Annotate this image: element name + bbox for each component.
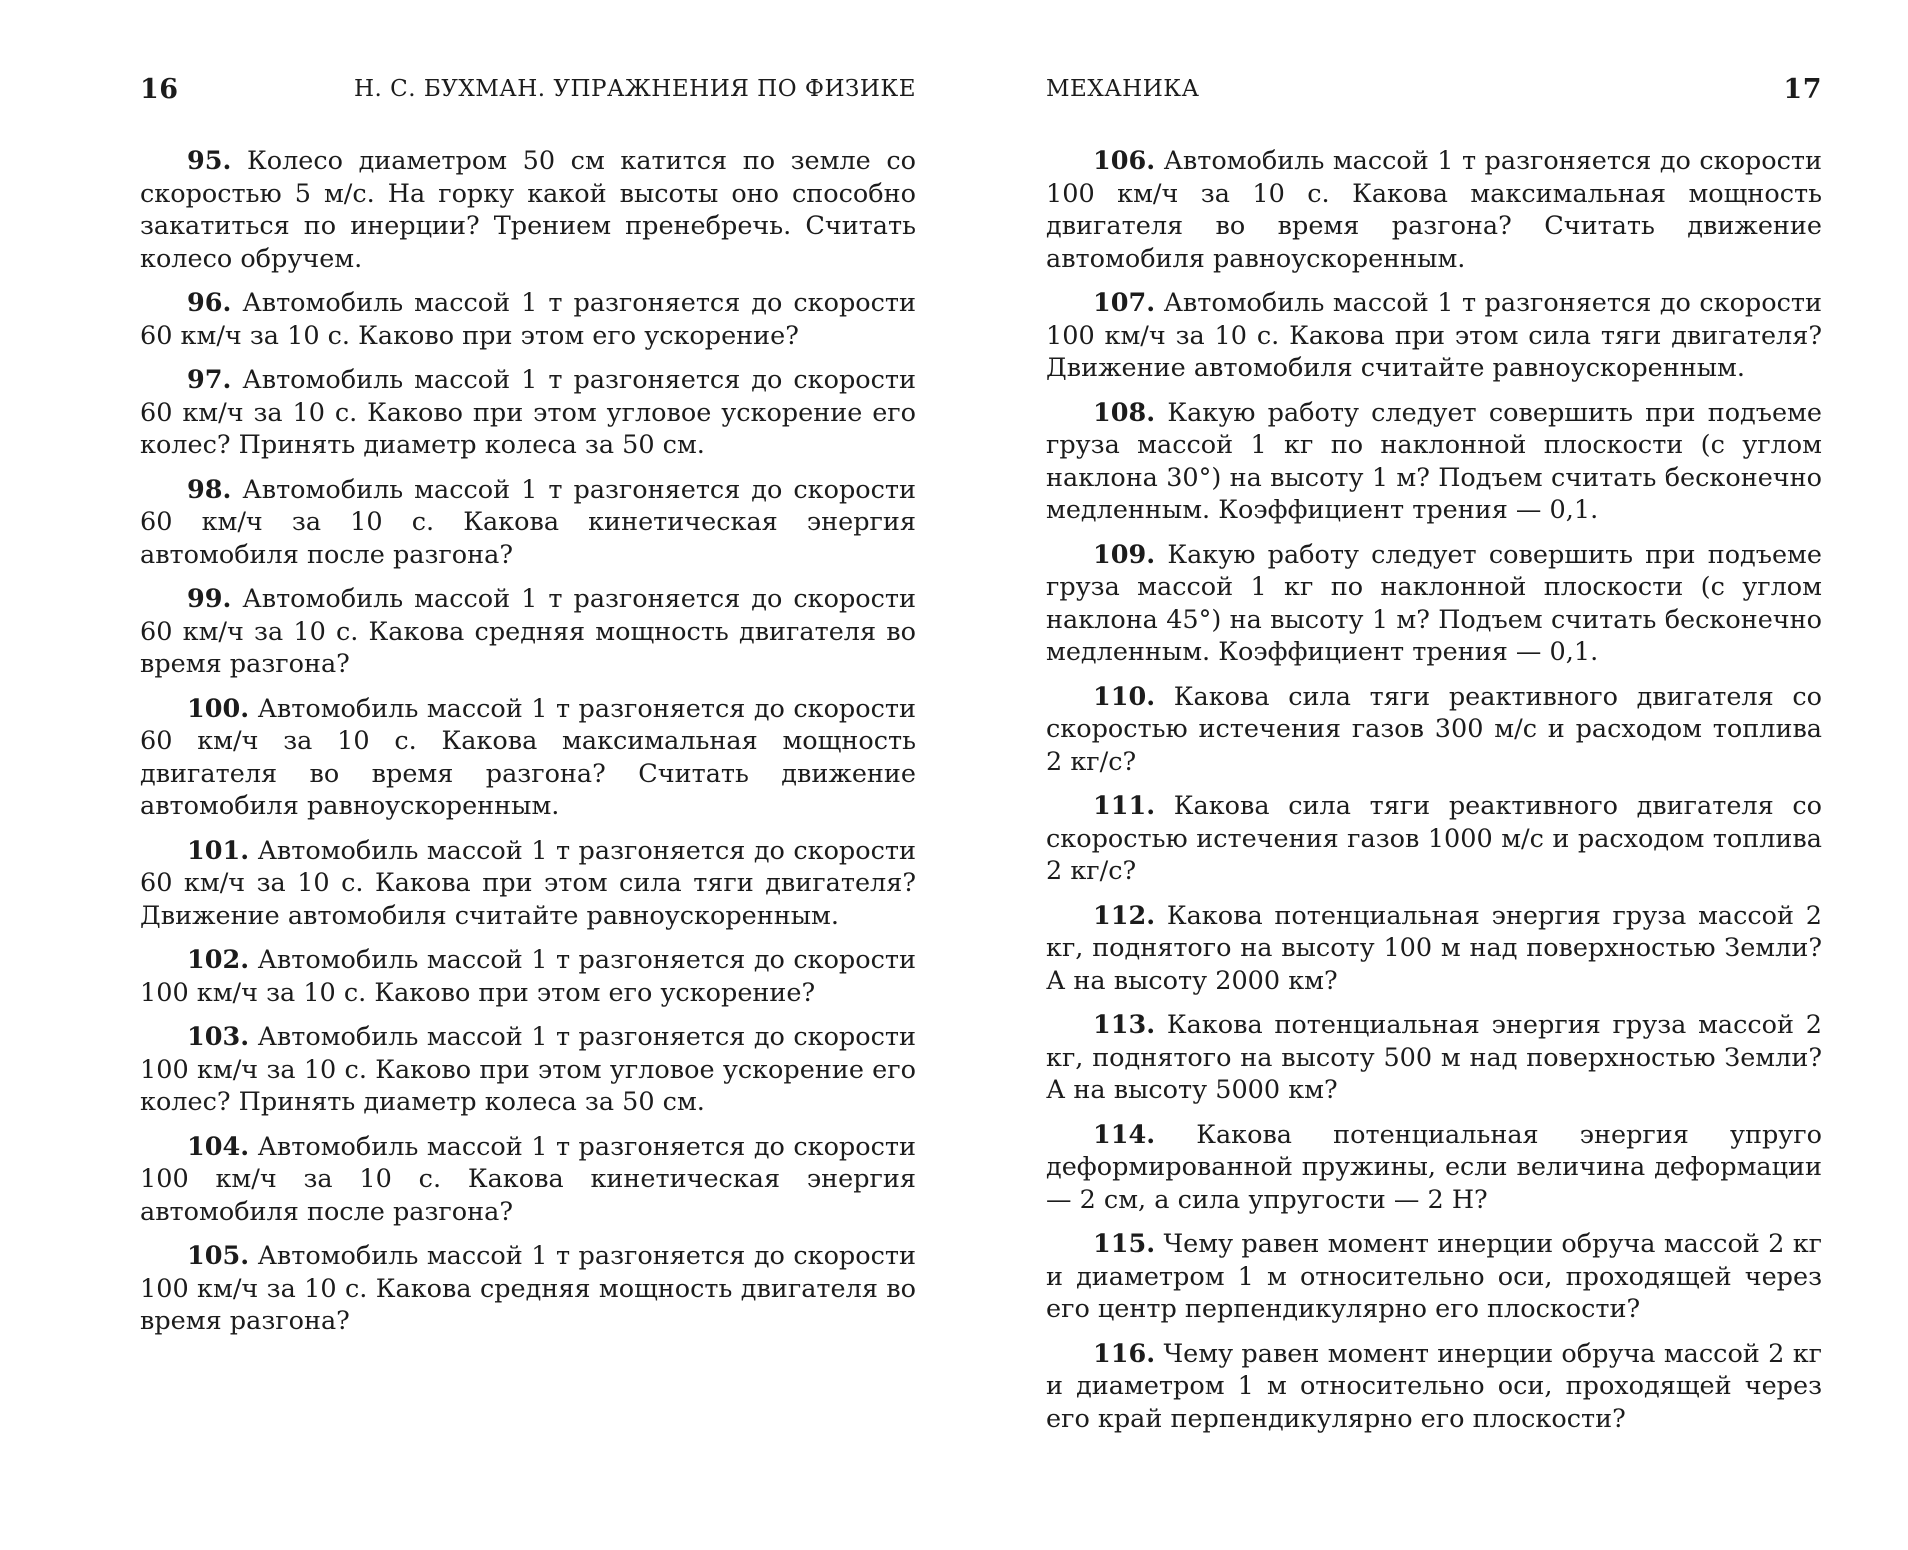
left-page-header [140,74,916,106]
problem-number: 104. [187,1131,250,1162]
problem-text: Какова потенциальная энергия груза массой 2 кг, поднятого на высоту 100 м над поверхностью Земли? А на высоту 2000 км? [1046,900,1822,996]
problem-text: Автомобиль массой 1 т разгоняется до скорости 60 км/ч за 10 с. Какова средняя мощность двигателя во время разгона? [140,584,917,679]
problem-number: 114. [1093,1119,1156,1150]
problem-number: 109. [1093,539,1156,570]
problem-number: 105. [187,1241,250,1271]
problem-item [1046,397,1822,527]
problem-item [1046,1119,1822,1217]
problem-item [1046,1228,1822,1326]
problem-item [1046,790,1822,888]
right-page-header [1046,74,1822,106]
problem-number: 99. [187,584,232,614]
problem-text: Какую работу следует совершить при подъеме груза массой 1 кг по наклонной плоскости (с углом наклона 45°) на высоту 1 м? Подъем считать бесконечно медленным. Коэффициент трения — 0,1. [1046,539,1822,667]
problem-text: Автомобиль массой 1 т разгоняется до скорости 100 км/ч за 10 с. Каково при этом его ускорение? [140,945,916,1008]
problem-item [140,287,916,352]
problem-number: 113. [1093,1010,1156,1040]
problem-number: 96. [187,288,232,318]
problem-text: Автомобиль массой 1 т разгоняется до скорости 60 км/ч за 10 с. Какова кинетическая энергия автомобиля после разгона? [140,474,917,570]
problem-number: 111. [1093,791,1156,821]
problem-number: 116. [1093,1338,1156,1369]
problem-number: 110. [1093,681,1156,712]
page-number: 17 [1783,74,1822,105]
problem-number: 108. [1093,397,1156,428]
problem-text: Чему равен момент инерции обруча массой 2 кг и диаметром 1 м относительно оси, проходящей через его край перпендикулярно его плоскости? [1046,1338,1822,1434]
problem-item [1046,145,1822,275]
problem-number: 97. [187,365,232,395]
problem-text: Автомобиль массой 1 т разгоняется до скорости 100 км/ч за 10 с. Какова средняя мощность двигателя во время разгона? [140,1241,916,1336]
problem-list [140,145,916,1350]
problem-item [1046,539,1822,669]
problem-text: Автомобиль массой 1 т разгоняется до скорости 100 км/ч за 10 с. Каково при этом угловое ускорение его колес? Принять диаметр колеса за 50 см. [140,1022,916,1117]
problem-number: 102. [187,945,250,975]
problem-item [1046,1009,1822,1107]
problem-item [140,693,916,823]
problem-item [140,583,916,681]
problem-item [1046,681,1822,779]
problem-text: Какова потенциальная энергия упруго деформированной пружины, если величина деформации — 2 см, а сила упругости — 2 Н? [1046,1119,1822,1215]
problem-list [1046,145,1822,1447]
problem-item [140,1240,916,1338]
problem-text: Автомобиль массой 1 т разгоняется до скорости 100 км/ч за 10 с. Какова максимальная мощность двигателя во время разгона? Считать движение автомобиля равноускоренным. [1046,146,1822,274]
problem-item [140,145,916,275]
problem-item [140,835,916,933]
problem-number: 106. [1093,146,1156,176]
problem-number: 98. [187,474,232,505]
problem-text: Какую работу следует совершить при подъеме груза массой 1 кг по наклонной плоскости (с углом наклона 30°) на высоту 1 м? Подъем считать бесконечно медленным. Коэффициент трения — 0,1. [1046,397,1822,525]
problem-text: Автомобиль массой 1 т разгоняется до скорости 60 км/ч за 10 с. Каково при этом угловое ускорение его колес? Принять диаметр колеса за 50 см. [140,365,917,460]
problem-item [1046,287,1822,385]
problem-item [140,1021,916,1119]
problem-text: Какова потенциальная энергия груза массой 2 кг, поднятого на высоту 500 м над поверхностью Земли? А на высоту 5000 км? [1046,1010,1822,1105]
page-number: 16 [140,74,179,105]
problem-number: 115. [1093,1229,1156,1259]
problem-item [140,1131,916,1229]
problem-text: Автомобиль массой 1 т разгоняется до скорости 100 км/ч за 10 с. Какова при этом сила тяги двигателя? Движение автомобиля считайте равноускоренным. [1046,288,1822,383]
problem-number: 112. [1093,900,1156,931]
problem-number: 103. [187,1022,250,1052]
problem-text: Автомобиль массой 1 т разгоняется до скорости 100 км/ч за 10 с. Какова кинетическая энергия автомобиля после разгона? [140,1131,916,1227]
problem-text: Какова сила тяги реактивного двигателя со скоростью истечения газов 300 м/с и расходом топлива 2 кг/с? [1046,681,1823,777]
problem-text: Какова сила тяги реактивного двигателя со скоростью истечения газов 1000 м/с и расходом топлива 2 кг/с? [1046,791,1823,886]
problem-text: Автомобиль массой 1 т разгоняется до скорости 60 км/ч за 10 с. Какова при этом сила тяги двигателя? Движение автомобиля считайте равноускоренным. [140,835,916,931]
problem-item [140,474,916,572]
problem-text: Колесо диаметром 50 см катится по земле со скоростью 5 м/с. На горку какой высоты оно способно закатиться по инерции? Трением пренебречь. Считать колесо обручем. [140,146,916,274]
running-head: Н. С. БУХМАН. УПРАЖНЕНИЯ ПО ФИЗИКЕ [353,76,916,102]
problem-item [1046,1338,1822,1436]
problem-item [140,364,916,462]
problem-number: 95. [187,146,232,176]
problem-text: Автомобиль массой 1 т разгоняется до скорости 60 км/ч за 10 с. Какова максимальная мощность двигателя во время разгона? Считать движение автомобиля равноускоренным. [140,693,916,821]
problem-item [140,944,916,1009]
problem-item [1046,900,1822,998]
problem-number: 101. [187,835,250,866]
problem-number: 100. [187,693,250,724]
left-page [140,0,916,1550]
problem-number: 107. [1093,288,1156,318]
problem-text: Автомобиль массой 1 т разгоняется до скорости 60 км/ч за 10 с. Каково при этом его ускорение? [140,288,917,351]
running-head: МЕХАНИКА [1046,76,1200,102]
problem-text: Чему равен момент инерции обруча массой 2 кг и диаметром 1 м относительно оси, проходящей через его центр перпендикулярно его плоскости? [1046,1229,1822,1324]
right-page [1046,0,1822,1550]
